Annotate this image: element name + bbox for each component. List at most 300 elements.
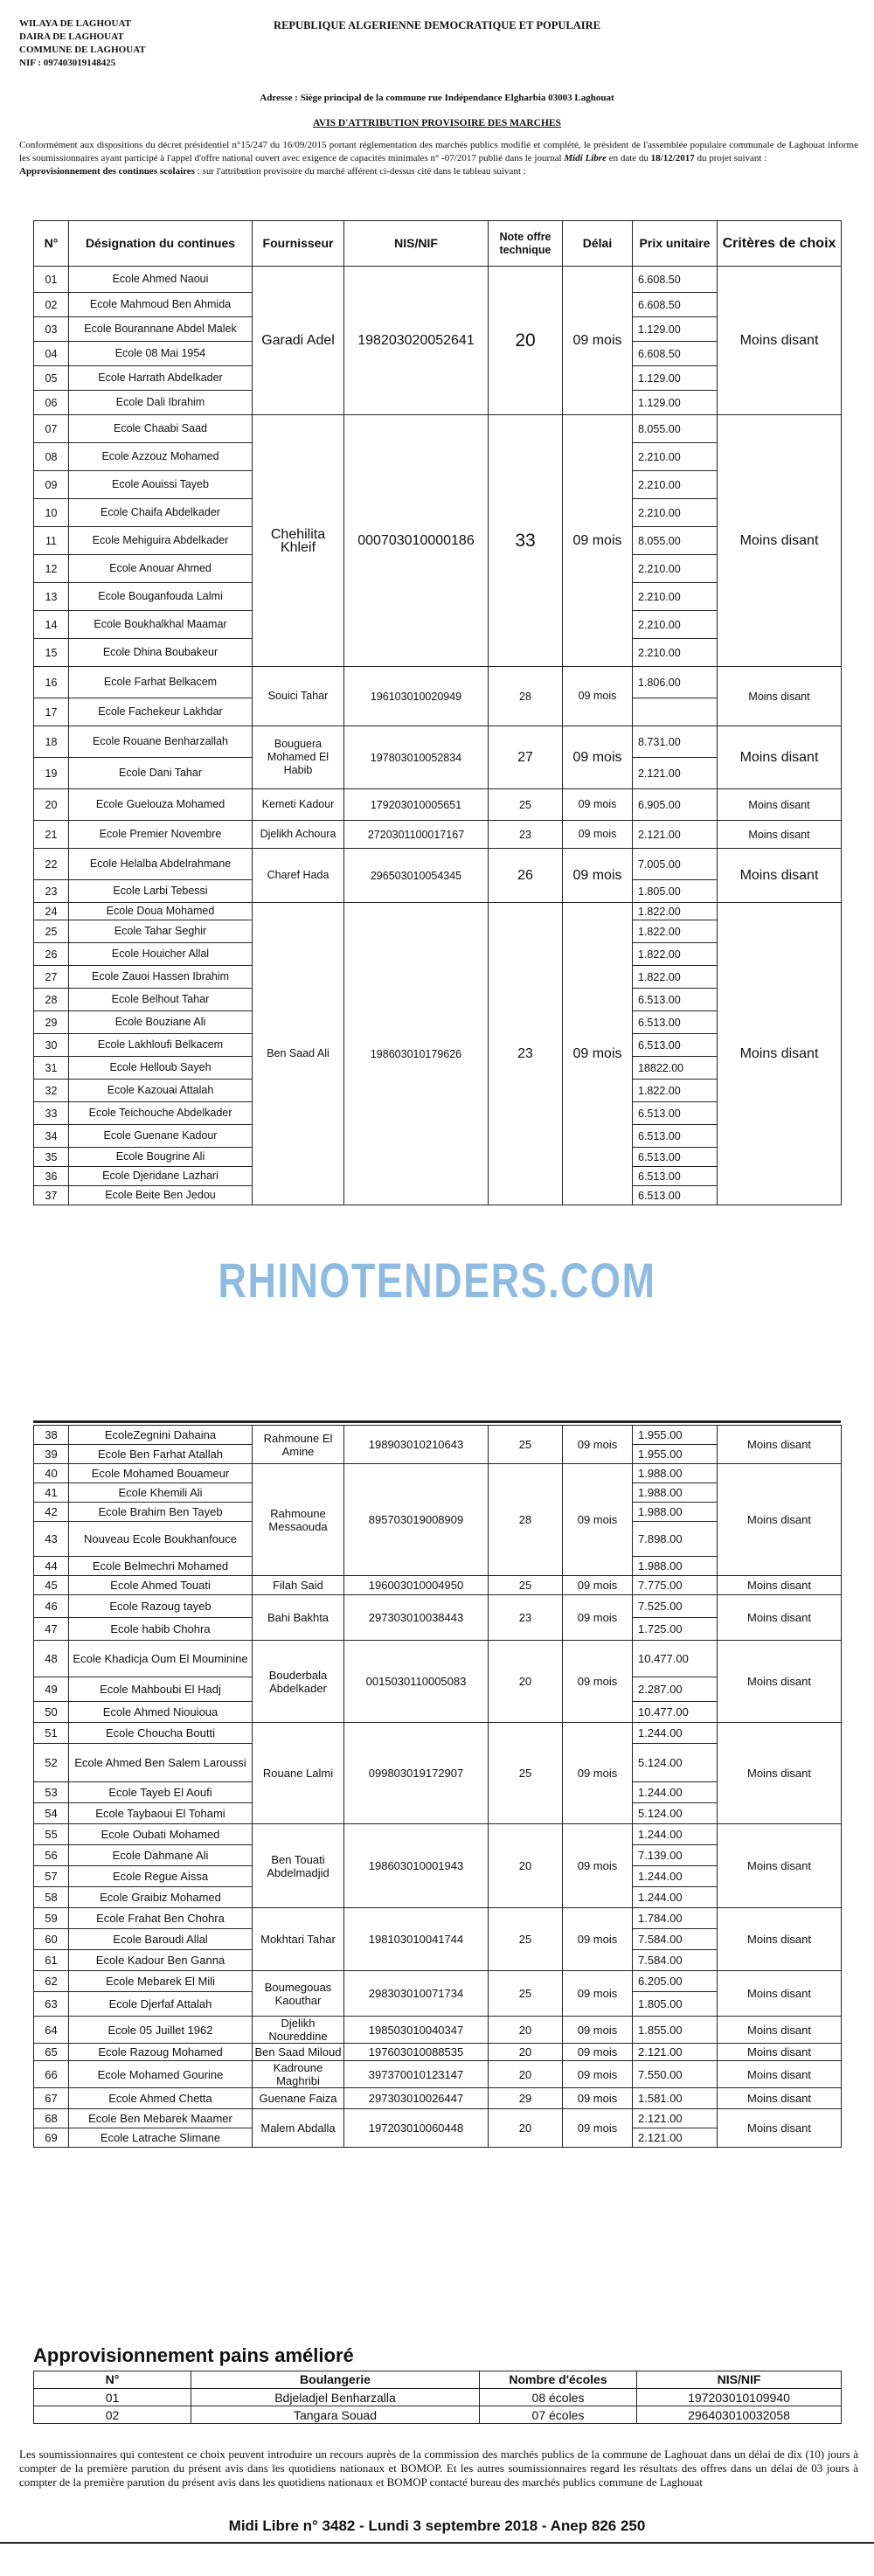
issuer-line: DAIRA DE LAGHOUAT [19, 31, 124, 42]
unit-price: 5.124.00 [633, 1744, 718, 1782]
col-header-nif: NIS/NIF [344, 221, 489, 267]
unit-price: 2.121.00 [633, 2044, 718, 2061]
supplier-name: Rahmoune Messaouda [253, 1464, 344, 1576]
school-name: Ecole Djeridane Lazhari [69, 1167, 253, 1186]
row-number: 61 [34, 1950, 69, 1971]
unit-price: 2.121.00 [633, 2128, 718, 2148]
technical-note: 20 [489, 2061, 563, 2088]
row-number: 12 [34, 555, 69, 583]
technical-note: 20 [489, 2017, 563, 2044]
row-number: 02 [34, 293, 69, 317]
delivery-delay: 09 mois [563, 2044, 633, 2061]
supplier-name: Rahmoune El Amine [253, 1426, 344, 1464]
row-number: 67 [34, 2088, 69, 2109]
row-number: 27 [34, 966, 69, 989]
unit-price: 7.005.00 [633, 849, 718, 880]
bottom-rule [0, 2542, 874, 2544]
row-number: 52 [34, 1744, 69, 1782]
row-number: 34 [34, 1125, 69, 1148]
unit-price: 1.581.00 [633, 2088, 718, 2109]
lot-text: : sur l'attribution provisoire du marché afférent ci-dessus cité dans le tableau suivant : [194, 166, 526, 177]
school-name: Ecole Houicher Allal [69, 943, 253, 966]
school-name: Ecole Zauoi Hassen Ibrahim [69, 966, 253, 989]
supplier-nif: 196003010004950 [344, 1576, 489, 1595]
selection-criteria: Moins disant [718, 1908, 842, 1971]
delivery-delay: 09 mois [563, 267, 633, 415]
technical-note: 20 [489, 2109, 563, 2148]
table-separator [33, 1420, 841, 1423]
unit-price: 1.806.00 [633, 667, 718, 698]
table-row [34, 2044, 842, 2061]
row-number: 49 [34, 1677, 69, 1702]
school-name: Ecole Ahmed Naoui [69, 267, 253, 293]
unit-price: 1.822.00 [633, 1080, 718, 1102]
technical-note: 27 [489, 726, 563, 789]
technical-note: 33 [489, 415, 563, 667]
supplier-name: Ben Saad Miloud [253, 2044, 344, 2061]
delivery-delay: 09 mois [563, 1908, 633, 1971]
supplier-nif: 000703010000186 [344, 415, 489, 667]
row-number: 69 [34, 2128, 69, 2148]
notice-title: AVIS D'ATTRIBUTION PROVISOIRE DES MARCHES [313, 118, 561, 128]
supplier-name: Guenane Faiza [253, 2088, 344, 2109]
school-name: Ecole Mohamed Gourine [69, 2061, 253, 2088]
school-name: Ecole Guenane Kadour [69, 1125, 253, 1148]
supplier-name: Rouane Lalmi [253, 1723, 344, 1824]
col-header-supplier: Fournisseur [253, 221, 344, 267]
unit-price: 1.988.00 [633, 1503, 718, 1522]
unit-price: 7.775.00 [633, 1576, 718, 1595]
unit-price: 7.550.00 [633, 2061, 718, 2088]
unit-price: 8.055.00 [633, 527, 718, 555]
row-number: 15 [34, 639, 69, 667]
table-row [34, 821, 842, 849]
row-number: 06 [34, 391, 69, 415]
school-name: Ecole Dali Ibrahim [69, 391, 253, 415]
table-row [34, 415, 842, 443]
table-row [34, 1723, 842, 1744]
school-name: Ecole Mohamed Bouameur [69, 1464, 253, 1483]
supplier-nif: 179203010005651 [344, 789, 489, 821]
selection-criteria: Moins disant [718, 903, 842, 1205]
bread-col-count: Nombre d'écoles [480, 2371, 637, 2389]
table-row [34, 1824, 842, 1845]
row-number: 22 [34, 849, 69, 880]
row-number: 59 [34, 1908, 69, 1929]
school-name: Ecole Bouziane Ali [69, 1011, 253, 1034]
row-number: 04 [34, 342, 69, 366]
school-name: Ecole Mehiguira Abdelkader [69, 527, 253, 555]
bread-nif: 296403010032058 [637, 2406, 842, 2424]
delivery-delay: 09 mois [563, 1464, 633, 1576]
school-name: Ecole Premier Novembre [69, 821, 253, 849]
delivery-delay: 09 mois [563, 789, 633, 821]
school-name: Ecole Dahmane Ali [69, 1845, 253, 1866]
row-number: 53 [34, 1782, 69, 1803]
row-number: 51 [34, 1723, 69, 1744]
school-name: Ecole Mahmoud Ben Ahmida [69, 293, 253, 317]
table-row [34, 849, 842, 880]
school-name: Ecole Tayeb El Aoufi [69, 1782, 253, 1803]
selection-criteria: Moins disant [718, 1576, 842, 1595]
unit-price: 10.477.00 [633, 1641, 718, 1677]
unit-price: 2.210.00 [633, 499, 718, 527]
row-number: 47 [34, 1618, 69, 1641]
row-number: 65 [34, 2044, 69, 2061]
unit-price: 1.129.00 [633, 391, 718, 415]
school-name: EcoleZegnini Dahaina [69, 1426, 253, 1445]
school-name: Ecole Choucha Boutti [69, 1723, 253, 1744]
unit-price: 6.513.00 [633, 989, 718, 1011]
delivery-delay: 09 mois [563, 2061, 633, 2088]
technical-note: 20 [489, 1824, 563, 1908]
school-name: Ecole Anouar Ahmed [69, 555, 253, 583]
unit-price: 8.055.00 [633, 415, 718, 443]
row-number: 50 [34, 1702, 69, 1723]
unit-price: 7.139.00 [633, 1845, 718, 1866]
technical-note: 29 [489, 2088, 563, 2109]
row-number: 37 [34, 1186, 69, 1205]
technical-note: 23 [489, 1595, 563, 1641]
technical-note: 25 [489, 1576, 563, 1595]
technical-note: 28 [489, 667, 563, 726]
selection-criteria: Moins disant [718, 415, 842, 667]
school-name: Ecole Ahmed Chetta [69, 2088, 253, 2109]
supplier-name: Ben Touati Abdelmadjid [253, 1824, 344, 1908]
school-name: Ecole Frahat Ben Chohra [69, 1908, 253, 1929]
selection-criteria: Moins disant [718, 2088, 842, 2109]
school-name: Ecole Ben Mebarek Maamer [69, 2109, 253, 2128]
unit-price: 6.905.00 [633, 789, 718, 821]
unit-price: 1.725.00 [633, 1618, 718, 1641]
row-number: 13 [34, 583, 69, 611]
delivery-delay: 09 mois [563, 415, 633, 667]
row-number: 43 [34, 1522, 69, 1557]
delivery-delay: 09 mois [563, 667, 633, 726]
row-number: 39 [34, 1445, 69, 1464]
unit-price: 6.608.50 [633, 293, 718, 317]
delivery-delay: 09 mois [563, 726, 633, 789]
table-row [34, 789, 842, 821]
row-number: 46 [34, 1595, 69, 1618]
unit-price: 6.608.50 [633, 342, 718, 366]
col-header-delay: Délai [563, 221, 633, 267]
row-number: 41 [34, 1483, 69, 1503]
republic-title: REPUBLIQUE ALGERIENNE DEMOCRATIQUE ET POPULAIRE [274, 19, 600, 31]
selection-criteria: Moins disant [718, 849, 842, 903]
school-name: Ecole Belhout Tahar [69, 989, 253, 1011]
supplier-name: Boumegouas Kaouthar [253, 1971, 344, 2017]
school-name: Ecole Guelouza Mohamed [69, 789, 253, 821]
unit-price: 1.988.00 [633, 1483, 718, 1503]
award-table-part-2 [33, 1425, 842, 2148]
unit-price: 2.121.00 [633, 2109, 718, 2128]
supplier-nif: 198203020052641 [344, 267, 489, 415]
table-row [34, 726, 842, 758]
selection-criteria: Moins disant [718, 1426, 842, 1464]
row-number: 20 [34, 789, 69, 821]
unit-price: 1.805.00 [633, 880, 718, 903]
school-name: Ecole Azzouz Mohamed [69, 443, 253, 471]
unit-price: 1.988.00 [633, 1464, 718, 1483]
school-name: Ecole Helalba Abdelrahmane [69, 849, 253, 880]
selection-criteria: Moins disant [718, 1595, 842, 1641]
technical-note: 23 [489, 903, 563, 1205]
school-name: Ecole Khemili Ali [69, 1483, 253, 1503]
table-row [34, 1576, 842, 1595]
row-number: 18 [34, 726, 69, 758]
row-number: 38 [34, 1426, 69, 1445]
publication-line: Midi Libre n° 3482 - Lundi 3 septembre 2018 - Anep 826 250 [228, 2517, 646, 2534]
table-row [34, 1464, 842, 1483]
supplier-name: Djelikh Achoura [253, 821, 344, 849]
supplier-nif: 198603010179626 [344, 903, 489, 1205]
table-row [34, 2017, 842, 2044]
school-name: Ecole Ahmed Ben Salem Laroussi [69, 1744, 253, 1782]
delivery-delay: 09 mois [563, 2088, 633, 2109]
col-header-technical-note: Note offre technique [489, 221, 563, 267]
delivery-delay: 09 mois [563, 903, 633, 1205]
unit-price: 1.988.00 [633, 1557, 718, 1576]
row-number: 23 [34, 880, 69, 903]
row-number: 16 [34, 667, 69, 698]
row-number: 32 [34, 1080, 69, 1102]
selection-criteria: Moins disant [718, 726, 842, 789]
selection-criteria: Moins disant [718, 1723, 842, 1824]
delivery-delay: 09 mois [563, 1595, 633, 1641]
school-name: Ecole Chaabi Saad [69, 415, 253, 443]
supplier-name: Kemeti Kadour [253, 789, 344, 821]
selection-criteria: Moins disant [718, 2017, 842, 2044]
school-name: Ecole Mahboubi El Hadj [69, 1677, 253, 1702]
supplier-nif: 198503010040347 [344, 2017, 489, 2044]
row-number: 44 [34, 1557, 69, 1576]
row-number: 07 [34, 415, 69, 443]
supplier-name: Filah Said [253, 1576, 344, 1595]
delivery-delay: 09 mois [563, 1426, 633, 1464]
bread-table [33, 2371, 842, 2424]
row-number: 33 [34, 1102, 69, 1125]
selection-criteria: Moins disant [718, 2109, 842, 2148]
selection-criteria: Moins disant [718, 1971, 842, 2017]
unit-price: 1.244.00 [633, 1887, 718, 1908]
supplier-nif: 296503010054345 [344, 849, 489, 903]
unit-price: 18822.00 [633, 1057, 718, 1080]
unit-price: 1.784.00 [633, 1908, 718, 1929]
school-name: Ecole Doua Mohamed [69, 903, 253, 920]
publication-date: 18/12/2017 [650, 153, 695, 163]
supplier-nif: 197603010088535 [344, 2044, 489, 2061]
supplier-nif: 198103010041744 [344, 1908, 489, 1971]
row-number: 29 [34, 1011, 69, 1034]
technical-note: 25 [489, 1908, 563, 1971]
selection-criteria: Moins disant [718, 1464, 842, 1576]
school-name: Ecole Farhat Belkacem [69, 667, 253, 698]
supplier-nif: 397370010123147 [344, 2061, 489, 2088]
supplier-nif: 297303010038443 [344, 1595, 489, 1641]
row-number: 09 [34, 471, 69, 499]
technical-note: 26 [489, 849, 563, 903]
school-name: Ecole Harrath Abdelkader [69, 366, 253, 391]
row-number: 26 [34, 943, 69, 966]
unit-price: 6.513.00 [633, 1148, 718, 1167]
row-number: 57 [34, 1866, 69, 1887]
col-header-criteria: Critères de choix [718, 221, 842, 267]
supplier-name: Ben Saad Ali [253, 903, 344, 1205]
bread-number: 02 [34, 2406, 191, 2424]
table-row [34, 1426, 842, 1445]
school-name: Ecole Larbi Tebessi [69, 880, 253, 903]
technical-note: 20 [489, 267, 563, 415]
unit-price: 1.955.00 [633, 1426, 718, 1445]
school-name: Ecole Regue Aissa [69, 1866, 253, 1887]
supplier-name: Kadroune Maghribi [253, 2061, 344, 2088]
technical-note: 20 [489, 2044, 563, 2061]
row-number: 60 [34, 1929, 69, 1950]
supplier-nif: 099803019172907 [344, 1723, 489, 1824]
school-name: Ecole Bourannane Abdel Malek [69, 317, 253, 342]
lot-title: Approvisionnement des continues scolaires [19, 166, 195, 177]
supplier-name: Chehilita Khleif [253, 415, 344, 667]
table-row [34, 2389, 842, 2406]
row-number: 68 [34, 2109, 69, 2128]
row-number: 36 [34, 1167, 69, 1186]
supplier-name: Mokhtari Tahar [253, 1908, 344, 1971]
technical-note: 23 [489, 821, 563, 849]
unit-price: 6.513.00 [633, 1167, 718, 1186]
selection-criteria: Moins disant [718, 789, 842, 821]
bread-col-nif: NIS/NIF [637, 2371, 842, 2389]
row-number: 10 [34, 499, 69, 527]
selection-criteria: Moins disant [718, 667, 842, 726]
row-number: 62 [34, 1971, 69, 1992]
table-row [34, 2109, 842, 2128]
issuer-line: COMMUNE DE LAGHOUAT [19, 45, 146, 55]
issuer-line: WILAYA DE LAGHOUAT [19, 18, 131, 29]
school-name: Ecole 05 Juillet 1962 [69, 2017, 253, 2044]
technical-note: 25 [489, 1723, 563, 1824]
school-name: Ecole Aouissi Tayeb [69, 471, 253, 499]
row-number: 19 [34, 758, 69, 789]
delivery-delay: 09 mois [563, 2109, 633, 2148]
school-name: Ecole Bouganfouda Lalmi [69, 583, 253, 611]
school-name: Ecole Latrache Slimane [69, 2128, 253, 2148]
unit-price: 1.855.00 [633, 2017, 718, 2044]
selection-criteria: Moins disant [718, 267, 842, 415]
delivery-delay: 09 mois [563, 821, 633, 849]
row-number: 05 [34, 366, 69, 391]
row-number: 31 [34, 1057, 69, 1080]
school-name: Ecole Dhina Boubakeur [69, 639, 253, 667]
selection-criteria: Moins disant [718, 1824, 842, 1908]
supplier-nif: 895703019008909 [344, 1464, 489, 1576]
unit-price: 6.205.00 [633, 1971, 718, 1992]
supplier-name: Bahi Bakhta [253, 1595, 344, 1641]
school-name: Ecole Rouane Benharzallah [69, 726, 253, 758]
col-header-designation: Désignation du continues [69, 221, 253, 267]
unit-price: 1.822.00 [633, 920, 718, 943]
school-name: Ecole Dani Tahar [69, 758, 253, 789]
school-name: Ecole Mebarek El Mili [69, 1971, 253, 1992]
technical-note: 25 [489, 789, 563, 821]
row-number: 48 [34, 1641, 69, 1677]
school-name: Ecole Boukhalkhal Maamar [69, 611, 253, 639]
unit-price: 1.129.00 [633, 366, 718, 391]
row-number: 54 [34, 1803, 69, 1824]
table-row [34, 667, 842, 698]
row-number: 55 [34, 1824, 69, 1845]
supplier-name: Djelikh Noureddine [253, 2017, 344, 2044]
school-name: Ecole Bougrine Ali [69, 1148, 253, 1167]
bread-number: 01 [34, 2389, 191, 2406]
unit-price: 1.822.00 [633, 943, 718, 966]
selection-criteria: Moins disant [718, 2044, 842, 2061]
unit-price: 7.584.00 [633, 1929, 718, 1950]
supplier-name: Souici Tahar [253, 667, 344, 726]
bread-count: 08 écoles [480, 2389, 637, 2406]
supplier-nif: 272030110001716​7 [344, 821, 489, 849]
school-name: Ecole Djerfaf Attalah [69, 1992, 253, 2017]
school-name: Ecole habib Chohra [69, 1618, 253, 1641]
school-name: Ecole Fachekeur Lakhdar [69, 698, 253, 726]
journal-name: Midi Libre [564, 153, 607, 163]
row-number: 66 [34, 2061, 69, 2088]
row-number: 63 [34, 1992, 69, 2017]
delivery-delay: 09 mois [563, 849, 633, 903]
row-number: 25 [34, 920, 69, 943]
watermark: RHINOTENDERS.COM [218, 1253, 656, 1308]
unit-price: 2.121.00 [633, 821, 718, 849]
unit-price: 2.210.00 [633, 555, 718, 583]
unit-price: 2.287.00 [633, 1677, 718, 1702]
delivery-delay: 09 mois [563, 1641, 633, 1723]
unit-price: 6.513.00 [633, 1125, 718, 1148]
supplier-nif: 198603010001943 [344, 1824, 489, 1908]
unit-price: 6.608.50 [633, 267, 718, 293]
row-number: 01 [34, 267, 69, 293]
issuer-nif: NIF : 097403019148425 [19, 58, 116, 68]
supplier-nif: 197203010060448 [344, 2109, 489, 2148]
unit-price [633, 698, 718, 726]
selection-criteria: Moins disant [718, 821, 842, 849]
unit-price: 2.210.00 [633, 583, 718, 611]
supplier-nif: 297303010026447 [344, 2088, 489, 2109]
table-row [34, 2088, 842, 2109]
table-row [34, 903, 842, 920]
school-name: Nouveau Ecole Boukhanfouce [69, 1522, 253, 1557]
supplier-nif: 0015030110005083 [344, 1641, 489, 1723]
row-number: 58 [34, 1887, 69, 1908]
unit-price: 2.210.00 [633, 443, 718, 471]
row-number: 08 [34, 443, 69, 471]
bread-nif: 197203010109940 [637, 2389, 842, 2406]
technical-note: 28 [489, 1464, 563, 1576]
row-number: 35 [34, 1148, 69, 1167]
unit-price: 1.244.00 [633, 1782, 718, 1803]
supplier-name: Malem Abdalla [253, 2109, 344, 2148]
unit-price: 1.129.00 [633, 317, 718, 342]
unit-price: 1.244.00 [633, 1866, 718, 1887]
unit-price: 5.124.00 [633, 1803, 718, 1824]
row-number: 56 [34, 1845, 69, 1866]
award-table-part-1 [33, 220, 842, 1205]
supplier-name: Garadi Adel [253, 267, 344, 415]
delivery-delay: 09 mois [563, 1971, 633, 2017]
unit-price: 6.513.00 [633, 1011, 718, 1034]
row-number: 24 [34, 903, 69, 920]
delivery-delay: 09 mois [563, 1723, 633, 1824]
table-row [34, 2406, 842, 2424]
